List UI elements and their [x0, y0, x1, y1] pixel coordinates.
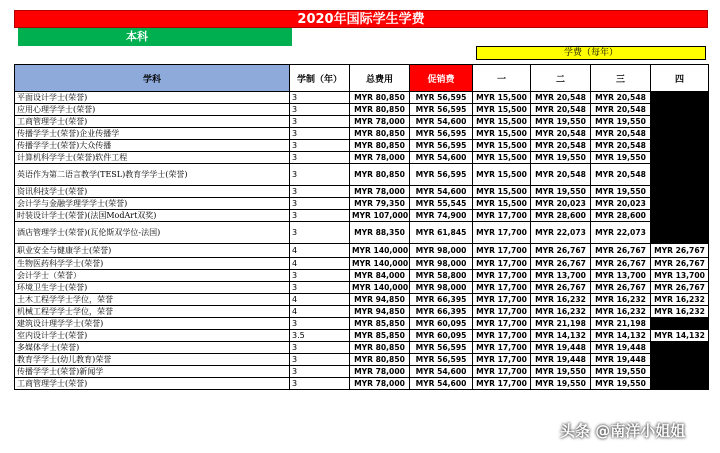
year-1-cell: MYR 17,700 — [473, 354, 531, 366]
total-cell: MYR 88,350 — [350, 222, 410, 244]
year-4-cell — [651, 318, 709, 330]
year-3-cell: MYR 26,767 — [591, 282, 651, 294]
year-3-cell: MYR 26,767 — [591, 258, 651, 270]
year-4-cell — [651, 116, 709, 128]
year-4-cell: MYR 16,232 — [651, 294, 709, 306]
duration-cell: 3 — [290, 222, 350, 244]
table-row — [15, 164, 709, 186]
table-row — [15, 354, 709, 366]
promo-cell: MYR 61,845 — [410, 222, 473, 244]
year-1-cell: MYR 17,700 — [473, 318, 531, 330]
year-1-cell: MYR 17,700 — [473, 330, 531, 342]
promo-cell: MYR 56,595 — [410, 164, 473, 186]
year-1-cell: MYR 15,500 — [473, 128, 531, 140]
year-2-cell: MYR 19,550 — [531, 186, 591, 198]
year-2-cell: MYR 19,448 — [531, 342, 591, 354]
year-3-cell: MYR 19,550 — [591, 366, 651, 378]
year-1-cell: MYR 15,500 — [473, 152, 531, 164]
year-1-cell: MYR 17,700 — [473, 210, 531, 222]
watermark: 头条 @南洋小姐姐 — [560, 422, 686, 440]
promo-cell: MYR 74,900 — [410, 210, 473, 222]
header-year-2: 二 — [531, 65, 591, 92]
duration-cell: 3 — [290, 354, 350, 366]
year-1-cell: MYR 17,700 — [473, 270, 531, 282]
year-3-cell: MYR 19,550 — [591, 186, 651, 198]
total-cell: MYR 78,000 — [350, 186, 410, 198]
year-1-cell: MYR 15,500 — [473, 140, 531, 152]
major-cell: 会计学与金融学理学学士(荣誉) — [15, 198, 290, 210]
total-cell: MYR 85,850 — [350, 330, 410, 342]
year-3-cell: MYR 20,548 — [591, 140, 651, 152]
table-row — [15, 330, 709, 342]
major-cell: 机械工程学学士学位，荣誉 — [15, 306, 290, 318]
promo-cell: MYR 66,395 — [410, 294, 473, 306]
year-2-cell: MYR 21,198 — [531, 318, 591, 330]
total-cell: MYR 78,000 — [350, 116, 410, 128]
duration-cell: 3 — [290, 210, 350, 222]
promo-cell: MYR 56,595 — [410, 128, 473, 140]
year-1-cell: MYR 15,500 — [473, 164, 531, 186]
year-1-cell: MYR 17,700 — [473, 294, 531, 306]
year-4-cell — [651, 366, 709, 378]
table-row — [15, 152, 709, 164]
year-2-cell: MYR 16,232 — [531, 306, 591, 318]
major-cell: 英语作为第二语言教学(TESL)教育学学士(荣誉) — [15, 164, 290, 186]
year-1-cell: MYR 15,500 — [473, 92, 531, 104]
header-year-3: 三 — [591, 65, 651, 92]
total-cell: MYR 80,850 — [350, 92, 410, 104]
year-3-cell: MYR 19,550 — [591, 378, 651, 390]
duration-cell: 3 — [290, 270, 350, 282]
major-cell: 平面设计学士(荣誉) — [15, 92, 290, 104]
table-row — [15, 210, 709, 222]
duration-cell: 3 — [290, 186, 350, 198]
year-2-cell: MYR 20,548 — [531, 92, 591, 104]
duration-cell: 3 — [290, 366, 350, 378]
year-2-cell: MYR 20,548 — [531, 140, 591, 152]
promo-cell: MYR 98,000 — [410, 244, 473, 258]
promo-cell: MYR 54,600 — [410, 378, 473, 390]
year-4-cell — [651, 140, 709, 152]
year-4-cell: MYR 26,767 — [651, 258, 709, 270]
total-cell: MYR 80,850 — [350, 342, 410, 354]
major-cell: 酒店管理学士(荣誉)(瓦伦斯双学位-法国) — [15, 222, 290, 244]
year-1-cell: MYR 17,700 — [473, 282, 531, 294]
year-4-cell — [651, 342, 709, 354]
table-row — [15, 244, 709, 258]
duration-cell: 3.5 — [290, 330, 350, 342]
year-2-cell: MYR 16,232 — [531, 294, 591, 306]
year-3-cell: MYR 22,073 — [591, 222, 651, 244]
year-1-cell: MYR 17,700 — [473, 342, 531, 354]
total-cell: MYR 85,850 — [350, 318, 410, 330]
header-duration: 学制（年） — [290, 65, 350, 92]
duration-cell: 3 — [290, 378, 350, 390]
major-cell: 建筑设计理学学士(荣誉) — [15, 318, 290, 330]
year-4-cell — [651, 198, 709, 210]
duration-cell: 4 — [290, 258, 350, 270]
year-2-cell: MYR 13,700 — [531, 270, 591, 282]
table-row — [15, 258, 709, 270]
promo-cell: MYR 54,600 — [410, 366, 473, 378]
year-4-cell — [651, 152, 709, 164]
year-4-cell: MYR 26,767 — [651, 282, 709, 294]
year-1-cell: MYR 15,500 — [473, 104, 531, 116]
year-1-cell: MYR 15,500 — [473, 116, 531, 128]
fee-table — [14, 64, 709, 390]
year-1-cell: MYR 17,700 — [473, 378, 531, 390]
total-cell: MYR 78,000 — [350, 152, 410, 164]
promo-cell: MYR 54,600 — [410, 116, 473, 128]
total-cell: MYR 84,000 — [350, 270, 410, 282]
promo-cell: MYR 55,545 — [410, 198, 473, 210]
header-row — [15, 65, 709, 92]
year-1-cell: MYR 15,500 — [473, 186, 531, 198]
annual-fee-header: 学费（每年） — [476, 46, 706, 60]
duration-cell: 4 — [290, 244, 350, 258]
year-2-cell: MYR 19,550 — [531, 152, 591, 164]
duration-cell: 3 — [290, 152, 350, 164]
major-cell: 时装设计学士(荣誉)(法国ModArt双奖) — [15, 210, 290, 222]
total-cell: MYR 78,000 — [350, 366, 410, 378]
year-3-cell: MYR 14,132 — [591, 330, 651, 342]
year-4-cell — [651, 186, 709, 198]
year-4-cell — [651, 92, 709, 104]
total-cell: MYR 80,850 — [350, 104, 410, 116]
table-row — [15, 198, 709, 210]
year-3-cell: MYR 28,600 — [591, 210, 651, 222]
year-4-cell — [651, 128, 709, 140]
year-4-cell — [651, 164, 709, 186]
year-4-cell: MYR 16,232 — [651, 306, 709, 318]
major-cell: 工商管理学士(荣誉) — [15, 378, 290, 390]
duration-cell: 3 — [290, 164, 350, 186]
major-cell: 计算机科学学士(荣誉)软件工程 — [15, 152, 290, 164]
major-cell: 工商管理学士(荣誉) — [15, 116, 290, 128]
total-cell: MYR 80,850 — [350, 164, 410, 186]
table-row — [15, 140, 709, 152]
year-3-cell: MYR 20,548 — [591, 164, 651, 186]
year-2-cell: MYR 20,548 — [531, 128, 591, 140]
promo-cell: MYR 60,095 — [410, 318, 473, 330]
year-3-cell: MYR 20,548 — [591, 104, 651, 116]
year-2-cell: MYR 19,448 — [531, 354, 591, 366]
duration-cell: 3 — [290, 116, 350, 128]
year-3-cell: MYR 19,448 — [591, 342, 651, 354]
header-total: 总费用 — [350, 65, 410, 92]
table-row — [15, 222, 709, 244]
total-cell: MYR 80,850 — [350, 140, 410, 152]
year-2-cell: MYR 19,550 — [531, 378, 591, 390]
duration-cell: 4 — [290, 294, 350, 306]
table-row — [15, 294, 709, 306]
header-year-1: 一 — [473, 65, 531, 92]
table-title: 2020年国际学生学费 — [14, 10, 708, 28]
total-cell: MYR 107,000 — [350, 210, 410, 222]
year-3-cell: MYR 21,198 — [591, 318, 651, 330]
year-2-cell: MYR 20,548 — [531, 164, 591, 186]
year-4-cell: MYR 14,132 — [651, 330, 709, 342]
table-row — [15, 270, 709, 282]
total-cell: MYR 80,850 — [350, 128, 410, 140]
year-4-cell: MYR 26,767 — [651, 244, 709, 258]
year-2-cell: MYR 26,767 — [531, 282, 591, 294]
year-1-cell: MYR 15,500 — [473, 198, 531, 210]
year-1-cell: MYR 17,700 — [473, 258, 531, 270]
major-cell: 传播学学士(荣誉)企业传播学 — [15, 128, 290, 140]
table-row — [15, 378, 709, 390]
year-3-cell: MYR 26,767 — [591, 244, 651, 258]
major-cell: 环境卫生学士(荣誉) — [15, 282, 290, 294]
major-cell: 多媒体学士(荣誉) — [15, 342, 290, 354]
promo-cell: MYR 56,595 — [410, 104, 473, 116]
major-cell: 传播学学士(荣誉)新闻学 — [15, 366, 290, 378]
promo-cell: MYR 54,600 — [410, 186, 473, 198]
year-3-cell: MYR 16,232 — [591, 294, 651, 306]
major-cell: 生物医药科学学士(荣誉) — [15, 258, 290, 270]
table-row — [15, 128, 709, 140]
year-1-cell: MYR 17,700 — [473, 244, 531, 258]
promo-cell: MYR 66,395 — [410, 306, 473, 318]
promo-cell: MYR 58,800 — [410, 270, 473, 282]
year-2-cell: MYR 22,073 — [531, 222, 591, 244]
table-row — [15, 306, 709, 318]
promo-cell: MYR 56,595 — [410, 342, 473, 354]
total-cell: MYR 79,350 — [350, 198, 410, 210]
year-2-cell: MYR 28,600 — [531, 210, 591, 222]
year-4-cell: MYR 13,700 — [651, 270, 709, 282]
table-row — [15, 104, 709, 116]
year-1-cell: MYR 17,700 — [473, 306, 531, 318]
table-row — [15, 186, 709, 198]
year-2-cell: MYR 26,767 — [531, 244, 591, 258]
year-2-cell: MYR 26,767 — [531, 258, 591, 270]
year-3-cell: MYR 19,448 — [591, 354, 651, 366]
promo-cell: MYR 60,095 — [410, 330, 473, 342]
header-year-4: 四 — [651, 65, 709, 92]
total-cell: MYR 78,000 — [350, 378, 410, 390]
table-row — [15, 282, 709, 294]
year-2-cell: MYR 19,550 — [531, 116, 591, 128]
duration-cell: 3 — [290, 198, 350, 210]
duration-cell: 3 — [290, 140, 350, 152]
table-row — [15, 116, 709, 128]
major-cell: 资讯科技学士(荣誉) — [15, 186, 290, 198]
year-3-cell: MYR 20,548 — [591, 92, 651, 104]
spreadsheet — [14, 10, 708, 390]
year-4-cell — [651, 104, 709, 116]
header-promo: 促销费 — [410, 65, 473, 92]
duration-cell: 3 — [290, 92, 350, 104]
promo-cell: MYR 56,595 — [410, 92, 473, 104]
duration-cell: 3 — [290, 318, 350, 330]
duration-cell: 4 — [290, 306, 350, 318]
year-1-cell: MYR 17,700 — [473, 222, 531, 244]
total-cell: MYR 94,850 — [350, 294, 410, 306]
section-row — [14, 28, 708, 64]
year-2-cell: MYR 19,550 — [531, 366, 591, 378]
year-3-cell: MYR 20,548 — [591, 128, 651, 140]
duration-cell: 3 — [290, 342, 350, 354]
year-1-cell: MYR 17,700 — [473, 366, 531, 378]
year-4-cell — [651, 210, 709, 222]
major-cell: 教育学学士(幼儿教育)荣誉 — [15, 354, 290, 366]
year-3-cell: MYR 13,700 — [591, 270, 651, 282]
year-3-cell: MYR 19,550 — [591, 152, 651, 164]
total-cell: MYR 140,000 — [350, 258, 410, 270]
total-cell: MYR 80,850 — [350, 354, 410, 366]
section-label-undergraduate: 本科 — [18, 28, 292, 46]
total-cell: MYR 94,850 — [350, 306, 410, 318]
year-3-cell: MYR 16,232 — [591, 306, 651, 318]
major-cell: 职业安全与健康学士(荣誉) — [15, 244, 290, 258]
promo-cell: MYR 98,000 — [410, 258, 473, 270]
year-2-cell: MYR 14,132 — [531, 330, 591, 342]
table-row — [15, 342, 709, 354]
major-cell: 会计学士（荣誉） — [15, 270, 290, 282]
table-row — [15, 318, 709, 330]
promo-cell: MYR 56,595 — [410, 140, 473, 152]
duration-cell: 3 — [290, 128, 350, 140]
year-4-cell — [651, 354, 709, 366]
year-3-cell: MYR 19,550 — [591, 116, 651, 128]
year-2-cell: MYR 20,548 — [531, 104, 591, 116]
promo-cell: MYR 56,595 — [410, 354, 473, 366]
major-cell: 传播学学士(荣誉)大众传播 — [15, 140, 290, 152]
table-row — [15, 92, 709, 104]
promo-cell: MYR 98,000 — [410, 282, 473, 294]
table-row — [15, 366, 709, 378]
year-4-cell — [651, 222, 709, 244]
total-cell: MYR 140,000 — [350, 282, 410, 294]
major-cell: 应用心理学学士(荣誉) — [15, 104, 290, 116]
duration-cell: 3 — [290, 104, 350, 116]
year-4-cell — [651, 378, 709, 390]
year-2-cell: MYR 20,023 — [531, 198, 591, 210]
total-cell: MYR 140,000 — [350, 244, 410, 258]
duration-cell: 3 — [290, 282, 350, 294]
promo-cell: MYR 54,600 — [410, 152, 473, 164]
year-3-cell: MYR 20,023 — [591, 198, 651, 210]
major-cell: 土木工程学学士学位，荣誉 — [15, 294, 290, 306]
header-major: 学科 — [15, 65, 290, 92]
major-cell: 室内设计学士(荣誉) — [15, 330, 290, 342]
